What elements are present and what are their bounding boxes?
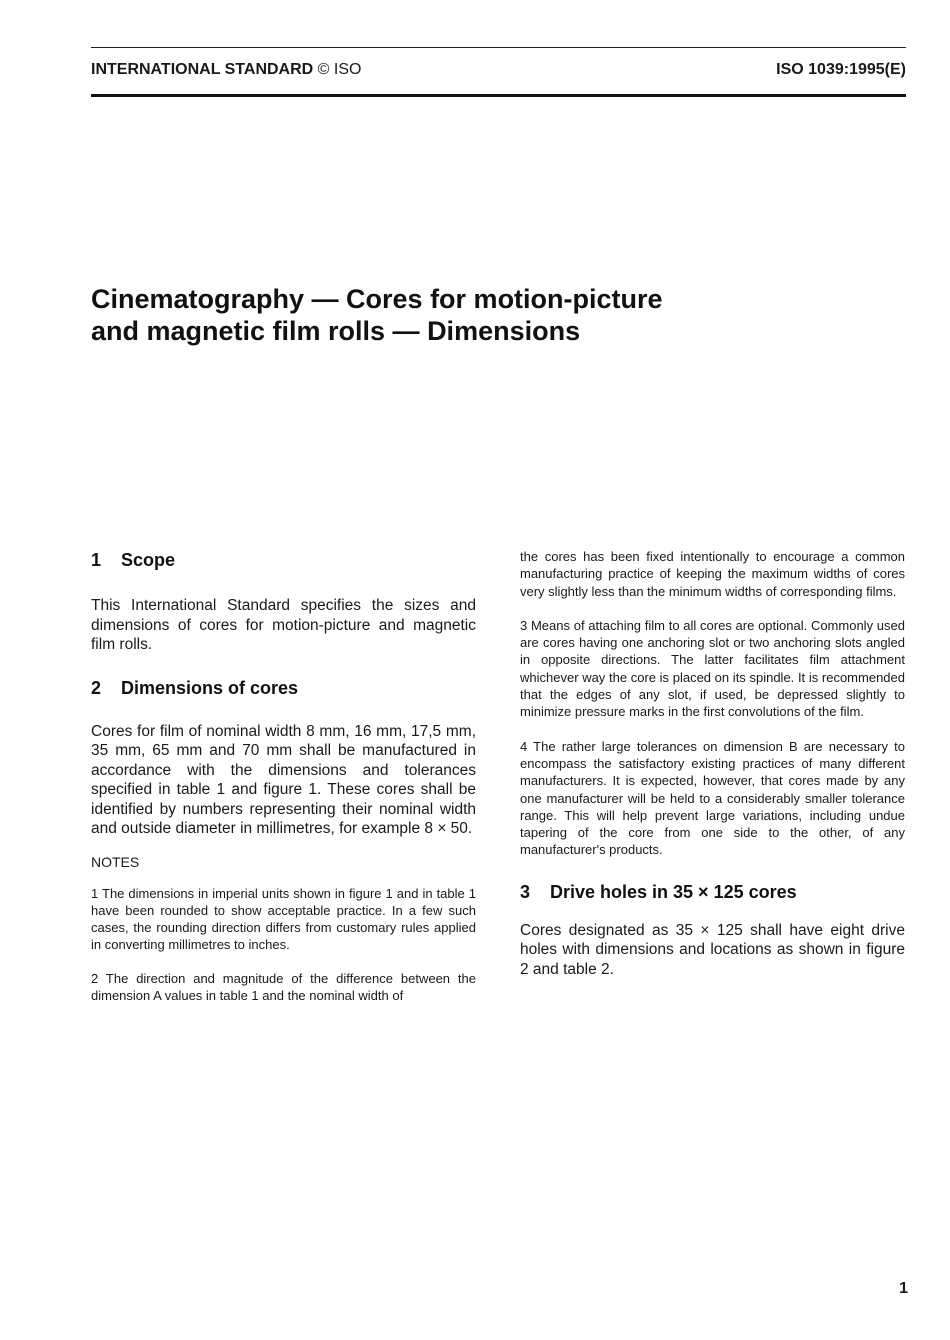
section-2-heading xyxy=(91,675,476,701)
section-1-heading xyxy=(91,547,476,573)
section-3-heading xyxy=(520,879,905,905)
note-4: 4 The rather large tolerances on dimension B are necessary to encompass the satisfactory existing practices of many different manufacturers. It is expected, however, that cores made by any one manufacturer will be held to a considerably smaller tolerance range. This will help prevent large variations, including undue tapering of the core from one side to the other, of any manufacturer's products. xyxy=(520,738,905,858)
notes-label: NOTES xyxy=(91,853,140,870)
header-left xyxy=(91,61,361,79)
page-number: 1 xyxy=(899,1280,908,1297)
header-rule-bottom xyxy=(91,94,906,97)
section-2-number: 2 xyxy=(91,677,102,698)
section-1-number: 1 xyxy=(91,550,102,570)
note-3: 3 Means of attaching film to all cores are optional. Commonly used are cores having one anchoring slot or two anchoring slots angled in opposite directions. The latter facilitates film attachment whichever way the core is placed on its spindle. It is recommended that the edges of any slot, if used, be depressed slightly to minimize pressure marks in the first convolutions of the film. xyxy=(520,617,905,720)
section-2-body: Cores for film of nominal width 8 mm, 16 mm, 17,5 mm, 35 mm, 65 mm and 70 mm shall be manufactured in accordance with the dimensions and tolerances specified in table 1 and figure 1. These cores shall be identified by numbers representing their nominal width and outside diameter in millimetres, for example 8 × 50. xyxy=(91,722,476,837)
note-2-continued: the cores has been fixed intentionally to encourage a common manufacturing practice of keeping the maximum widths of cores very slightly less than the minimum widths of corresponding films. xyxy=(520,549,905,599)
header-rule-top xyxy=(91,47,906,48)
header-copyright: © ISO xyxy=(317,61,362,78)
title-line-1: Cinematography — Cores for motion-picture xyxy=(91,284,663,314)
section-2-title: Dimensions of cores xyxy=(121,677,299,698)
section-1-body: This International Standard specifies the sizes and dimensions of cores for motion-picture and magnetic film rolls. xyxy=(91,597,476,653)
left-column xyxy=(91,540,476,1004)
section-3-number: 3 xyxy=(520,881,531,902)
header-document-id: ISO 1039:1995(E) xyxy=(776,61,906,78)
section-3-title: Drive holes in 35 × 125 cores xyxy=(550,881,797,902)
page-header xyxy=(91,61,906,85)
note-2-start: 2 The direction and magnitude of the difference between the dimension A values in table 1 and the nominal width of xyxy=(91,970,476,1003)
title-line-2: and magnetic film rolls — Dimensions xyxy=(91,316,581,346)
section-1-title: Scope xyxy=(121,550,176,570)
section-3-body: Cores designated as 35 × 125 shall have eight drive holes with dimensions and locations as shown in figure 2 and table 2. xyxy=(520,921,905,978)
note-1: 1 The dimensions in imperial units shown in figure 1 and in table 1 have been rounded to show acceptable practice. In a few such cases, the rounding direction differs from customary rules applied in converting millimetres to inches. xyxy=(91,885,476,953)
right-column xyxy=(520,548,905,979)
document-title xyxy=(91,283,851,347)
header-standard-label: INTERNATIONAL STANDARD xyxy=(91,61,314,78)
